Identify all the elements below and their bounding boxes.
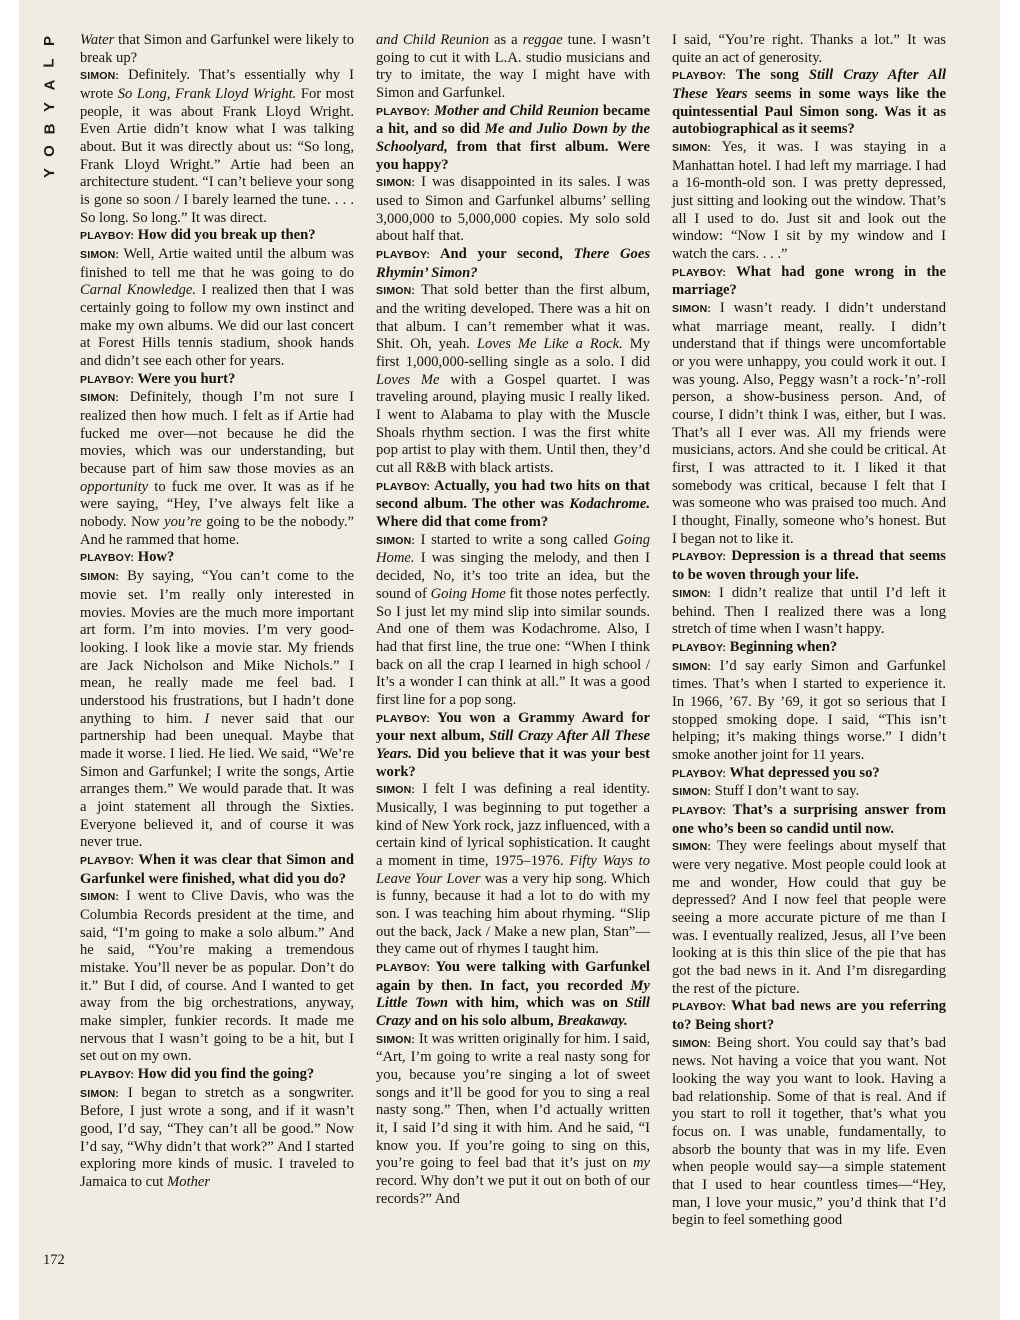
text-run: from that first album. Were you happy? [376,139,650,173]
interviewer-question [672,67,946,139]
page-number: 172 [43,1252,65,1268]
italic-title: Carnal Knowledge. [80,282,197,299]
interviewer-question [80,852,354,888]
interview-answer [80,67,354,227]
speaker-label: PLAYBOY: [376,249,431,262]
italic-title: I [204,710,210,727]
text-run: record. Why don’t we put it out on both of our records?” And [376,1173,650,1207]
text-run: as a [489,32,523,48]
speaker-label: PLAYBOY: [672,70,727,83]
text-run: Did you believe that it was your best work? [376,745,650,780]
interview-answer [80,568,354,852]
interview-answer [376,532,650,710]
masthead-letter: Y [40,167,58,179]
interview-answer [672,783,946,802]
interview-answer [80,1085,354,1192]
text-run: seems in some ways like the quintessential Paul Simon song. Was it as autobiographical as it seems? [672,86,946,138]
text-run: became a hit, and so did [376,102,650,138]
text-run: I was disappointed in its sales. I was used to Simon and Garfunkel albums’ selling 3,000,000 to 5,000,000 copies. My solo sold about half that. [376,174,650,245]
masthead-letter: P [40,35,58,47]
text-run: I felt I was defining a real identity. Musically, I was beginning to put together a kind of New York rock, jazz influenced, with a certain kind of lyrical sophistication. It caught a moment in time, 1975–1976. [376,781,650,869]
text-run: I was singing the melody, and then I decided, No, it’s too trite an idea, but the sound of [376,550,650,602]
italic-title: Still Crazy After All These Years. [376,728,650,762]
italic-title: Going Home [430,585,506,602]
speaker-label: PLAYBOY: [672,804,727,817]
text-run: tune. I wasn’t going to cut it with L.A. studio musicians and try to imitate, the way I might have with Simon and Garfunkel. [376,32,650,102]
interviewer-question [672,264,946,300]
speaker-label: PLAYBOY: [376,480,431,493]
text-run: It was written originally for him. I said, “Art, I’m going to write a real nasty song for you, because you’re singing a lot of sweet songs and it’ll be good for you to sing a real nasty song.” Then, when I’d actually written it, I said I’d sing it with him. And he said, “I know you. If you’re going to sing on this, you’re going to feel bad that it’s just on [376,1030,650,1172]
interview-answer [376,174,650,246]
text-run: How? [134,549,175,566]
text-run: going to be the nobody.” And he rammed that home. [80,514,354,548]
text-run: When it was clear that Simon and Garfunkel were finished, what did you do? [80,851,354,887]
text-run: fit those notes perfectly. So I just let my mind slip into similar sounds. And one of them was Kodachrome. Also, I had that first line, the true one: “When I think back on all the crap I learned in high school / It’s a wonder I can think at all.” It was a good first line for a pop song. [376,585,650,708]
text-run: They were feelings about myself that were very negative. Most people could look at me and wonder, How could that guy be depressed? And I now feel that people were seeing a more accurate picture of me than I was. I eventually realized, Jesus, all I’ve been looking at is this thin slice of the pie that has got the bad news in it. And I’m disregarding the rest of the picture. [672,838,946,997]
italic-title: Water [80,32,115,48]
italic-title: reggae [522,32,563,48]
text-run: My first 1,000,000-selling single as a solo. I did [376,336,650,371]
text-run: Definitely, though I’m not sure I realized then how much. I felt as if Artie had fucked me over—not because he did the movies, which was our understanding, but because part of him saw those movies as an [80,389,354,478]
italic-title: So Long, Frank Lloyd Wright. [117,86,297,103]
text-run: I didn’t realize that until I’d left it behind. Then I realized there was a long stretch of time when I wasn’t happy. [672,584,946,638]
masthead-letter: Y [40,101,58,113]
interviewer-question [672,548,946,584]
text-run: I began to stretch as a songwriter. Before, I just wrote a song, and if it wasn’t good, I’d say, “They can’t all be good.” Now I’d say, “Why didn’t that work?” And I started exploring more kinds of music. I traveled to Jamaica to cut [80,1084,354,1190]
text-run: Depression is a thread that seems to be woven through your life. [672,548,946,584]
text-run: Beginning when? [726,638,838,655]
italic-title: Breakaway. [557,1012,628,1029]
masthead-letter: L [40,58,58,68]
speaker-label: PLAYBOY: [672,767,727,780]
speaker-label: PLAYBOY: [80,373,135,386]
speaker-label: PLAYBOY: [80,230,135,243]
speaker-label: SIMON: [376,1033,416,1046]
speaker-label: PLAYBOY: [80,854,135,867]
text-run: and on his solo album, [410,1012,558,1029]
speaker-label: SIMON: [80,70,120,83]
text-run: Were you hurt? [134,370,236,387]
text-run: How did you break up then? [134,227,316,244]
speaker-label: PLAYBOY: [80,552,135,565]
masthead-letter: B [41,123,58,135]
text-run: Yes, it was. I was staying in a Manhattan hotel. I had left my marriage. I had a 16-month-old son. I was pretty depressed, just sitting and looking out the window. That’s all I used to do. Just sit and look out the window: “Now I sit by my window and I watch the cars. . . .” [672,139,946,263]
masthead-letter: O [40,145,58,157]
text-run: to fuck me over. It was as if he were saying, “Hey, I’ve always felt like a nobody. Now [80,478,354,531]
interview-answer [376,781,650,959]
interviewer-question [672,765,946,784]
speaker-label: SIMON: [376,534,416,547]
interviewer-question [672,998,946,1034]
speaker-label: SIMON: [672,142,712,155]
interview-answer [80,32,354,67]
speaker-label: SIMON: [672,786,712,799]
text-run: never said that our partnership had been unequal. Maybe that made it worse. I lied. He lied. We said, “We’re Simon and Garfunkel; I write the songs, Artie arranges them.” We would parade that. It was a joint statement all through the Sixties. Everyone believed it, and of course it was never true. [80,710,354,851]
speaker-label: SIMON: [672,1037,712,1050]
text-run: What bad news are you referring to? Being short? [672,998,946,1033]
speaker-label: SIMON: [376,177,416,190]
interview-answer [672,32,946,67]
speaker-label: SIMON: [80,571,120,584]
text-run: Where did that come from? [376,514,549,531]
interview-answer [376,1031,650,1209]
text-column-3 [672,32,946,1230]
speaker-label: SIMON: [80,392,120,405]
text-run: I started to write a song called [415,531,614,548]
interviewer-question [672,802,946,838]
interviewer-question [80,549,354,568]
text-run: with him, which was on [447,995,626,1012]
italic-title: Going Home. [376,531,650,567]
text-run: was a very hip song. Which is funny, because it had a lot to do with my son. I was teaching him about rhyming. “Slip out the back, Jack / Make a new plan, Stan”—they came out of rhymes I taught him. [376,870,650,958]
masthead-letter: A [41,79,58,91]
interviewer-question [376,959,650,1031]
text-run: Being short. You could say that’s bad news. Not having a voice that you want. Not looking the way you want to look. Having a bad relationship. Some of that is real. And if you start to roll it together, that’s what you focus on. I was unable, fundamentally, to absorb the bounty that was in my life. Even when people would say—a simple statement that I used to hear countless times—“Hey, man, I love your music,” you’d think that I’d begin to feel something good [672,1034,946,1229]
interview-answer [672,838,946,998]
interview-answer [672,585,946,639]
interviewer-question [376,246,650,282]
interview-answer [80,888,354,1066]
interviewer-question [80,371,354,390]
text-run: That sold better than the first album, and the writing developed. There was a hit on that album. I can’t remember what it was. Shit. Oh, yeah. [376,282,650,353]
interview-answer [376,282,650,477]
text-run: You were talking with Garfunkel again by then. In fact, you recorded [376,958,650,994]
italic-title: There Goes Rhymin’ Simon? [376,246,650,281]
speaker-label: SIMON: [672,587,712,600]
speaker-label: SIMON: [376,285,416,298]
interview-answer [672,658,946,765]
italic-title: you’re [164,514,202,531]
text-column-2 [376,32,650,1208]
text-run: By saying, “You can’t come to the movie set. I’m really only interested in movies. Movies are the much more important art form. I’m into movies. I’m very good-looking. I look like a movie star. My friends are Jack Nicholson and Mike Nichols.” I mean, he really made me feel bad. I understood his frustrations, but I hadn’t done anything to him. [80,568,354,727]
interview-answer [672,300,946,548]
italic-title: my [632,1155,650,1172]
speaker-label: PLAYBOY: [672,266,727,279]
text-run: Well, Artie waited until the album was finished to tell me that he was going to do [80,246,354,281]
text-run: that Simon and Garfunkel were likely to break up? [80,32,354,66]
magazine-page [19,0,1000,1320]
italic-title: Still Crazy [376,995,650,1029]
interview-answer [376,32,650,103]
italic-title: Loves Me [376,371,440,388]
speaker-label: SIMON: [80,249,120,262]
speaker-label: PLAYBOY: [376,712,431,725]
speaker-label: PLAYBOY: [672,551,727,564]
text-run: That’s a surprising answer from one who’s been so candid until now. [672,801,946,837]
interview-answer [672,1035,946,1230]
speaker-label: SIMON: [80,1087,120,1100]
text-run: I wasn’t ready. I didn’t understand what marriage meant, really. I didn’t understand that if things were uncomfortable or you were unhappy, you could work it out. I was young. Also, Peggy wasn’t a rock-’n’-roll person, a show-business person. And, of course, I didn’t think I was, either, but I was. That’s all I ever was. All my friends were musicians, actors. And she could be critical. At first, I was attracted to it. I liked it that somebody was critical, because I felt that I was someone who was praised too much. And I thought, Finally, someone who’s honest. But I began not to like it. [672,300,946,547]
interviewer-question [672,639,946,658]
text-run: The song [726,67,809,84]
italic-title: Mother and Child Reunion [434,102,599,119]
text-run: I went to Clive Davis, who was the Columbia Records president at the time, and said, “I’m going to make a solo album.” And he said, “You’re making a tremendous mistake. You’ll never be as popular. Don’t do it.” But I did, of course. And I wanted to get away from the big orchestrations, anyway, make simpler, funkier records. It made me nervous that I wasn’t going to be a hit, but I set out on my own. [80,888,354,1065]
speaker-label: PLAYBOY: [672,641,727,654]
speaker-label: SIMON: [672,303,712,316]
playboy-masthead [38,30,62,184]
interviewer-question [376,478,650,532]
speaker-label: SIMON: [672,660,712,673]
interviewer-question [376,710,650,782]
speaker-label: SIMON: [376,784,416,797]
text-run: What depressed you so? [726,764,880,781]
text-run: How did you find the going? [134,1065,315,1082]
speaker-label: SIMON: [672,841,712,854]
italic-title: Fifty Ways to Leave Your Lover [376,852,650,887]
text-run: You won a Grammy Award for your next album, [376,709,650,745]
text-run: Definitely. That’s essentially why I wrote [80,67,354,103]
text-run: I realized then that I was certainly going to follow my own instinct and make my own albums. We did our last concert at Forest Hills tennis stadium, shook hands and didn’t see each other for years. [80,282,354,370]
text-run: I’d say early Simon and Garfunkel times. That’s when I started to experience it. In 1966, ’67. By ’69, it got so serious that I stopped smoking dope. I said, “This isn’t helping; it’s making things worse.” I didn’t smoke another joint for 11 years. [672,657,946,763]
interviewer-question [80,227,354,246]
text-run: with a Gospel quartet. I was traveling around, playing music I really liked. I went to Alabama to play with the Muscle Shoals rhythm section. I was the first white pop artist to play with them. Until then, they’d cut all R&B with black artists. [376,371,650,477]
interviewer-question [376,103,650,175]
text-column-1 [80,32,354,1192]
text-run: Actually, you had two hits on that second album. The other was [376,477,650,513]
speaker-label: PLAYBOY: [376,105,431,118]
text-run: And your second, [430,246,574,263]
speaker-label: PLAYBOY: [672,1001,727,1014]
text-run: What had gone wrong in the marriage? [672,263,946,299]
italic-title: Kodachrome. [569,496,650,513]
speaker-label: SIMON: [80,891,120,904]
italic-title: My Little Town [376,977,650,1012]
interview-answer [80,246,354,371]
italic-title: and Child Reunion [376,32,489,48]
speaker-label: PLAYBOY: [376,961,431,974]
italic-title: Loves Me Like a Rock. [476,336,623,353]
italic-title: Mother [167,1174,211,1190]
text-run: For most people, it was about Frank Lloyd Wright. Even Artie didn’t know what I was talking about. But it was directly about us: “So long, Frank Lloyd Wright.” Artie had been an architecture student. “I can’t believe your song is gone so soon / I barely learned the tune. . . . So long. So long.” It was direct. [80,86,354,226]
interview-answer [80,389,354,549]
interviewer-question [80,1066,354,1085]
italic-title: Me and Julio Down by the Schoolyard, [376,121,650,156]
text-run: I said, “You’re right. Thanks a lot.” It was quite an act of generosity. [672,32,946,66]
speaker-label: PLAYBOY: [80,1068,135,1081]
text-run: Stuff I don’t want to say. [711,783,860,800]
italic-title: Still Crazy After All These Years [672,67,946,103]
interview-answer [672,139,946,264]
italic-title: opportunity [80,478,149,495]
